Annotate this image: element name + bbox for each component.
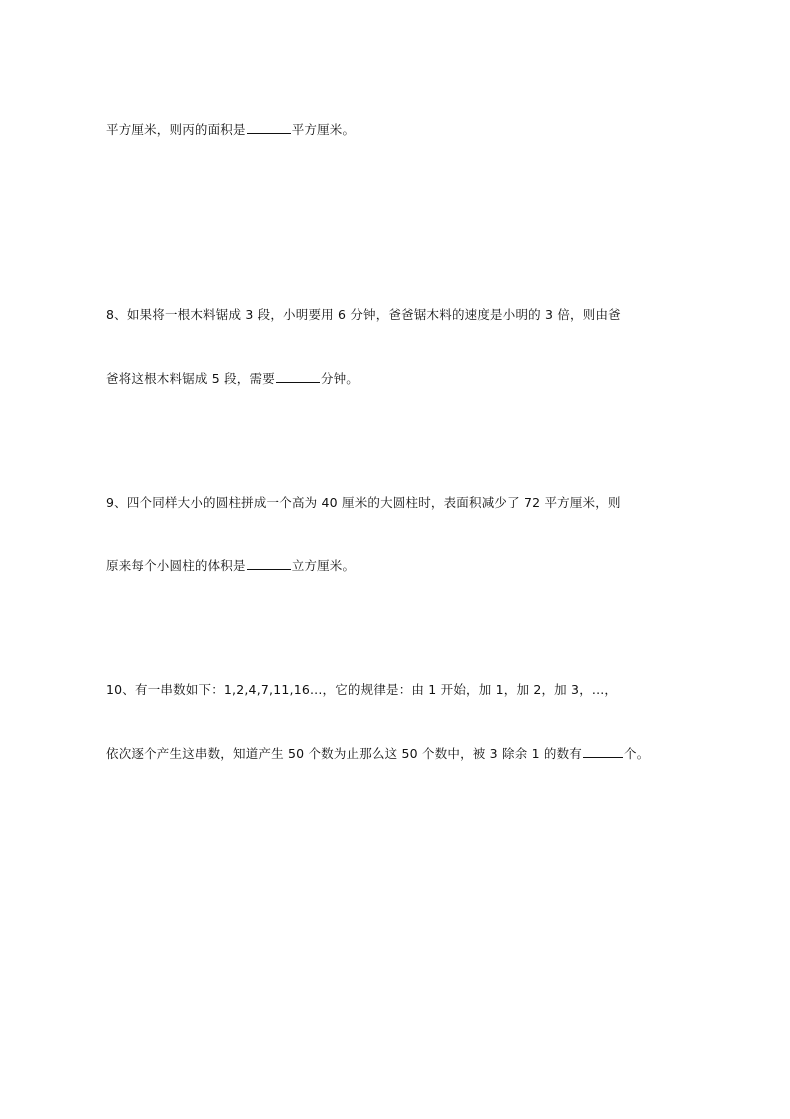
q8-text-before-blank: 爸将这根木料锯成 5 段，需要	[106, 371, 275, 386]
q7-text-after-blank: 平方厘米。	[291, 122, 356, 137]
question-9-line-1	[106, 495, 621, 511]
question-7-continuation	[106, 121, 355, 138]
question-9-line-2	[106, 557, 355, 574]
q9-line1-text: 9、四个同样大小的圆柱拼成一个高为 40 厘米的大圆柱时，表面积减少了 72 平方厘米，则	[106, 495, 621, 510]
question-10-line-1	[106, 682, 617, 698]
q9-text-after-blank: 立方厘米。	[291, 558, 356, 573]
question-8-line-1	[106, 307, 621, 323]
q9-answer-blank	[247, 557, 291, 570]
q8-answer-blank	[276, 370, 320, 383]
q7-text-before-blank: 平方厘米，则丙的面积是	[106, 122, 246, 137]
question-8-line-2	[106, 370, 359, 387]
q8-text-after-blank: 分钟。	[320, 371, 360, 386]
q9-text-before-blank: 原来每个小圆柱的体积是	[106, 558, 246, 573]
q10-line1-text: 10、有一串数如下：1,2,4,7,11,16...，它的规律是：由 1 开始，加 1，加 2，加 3，...，	[106, 682, 618, 697]
q10-text-after-blank: 个。	[624, 746, 650, 761]
q7-answer-blank	[247, 121, 291, 134]
q8-line1-text: 8、如果将一根木料锯成 3 段，小明要用 6 分钟，爸爸锯木料的速度是小明的 3 倍，则由爸	[106, 307, 621, 322]
q10-answer-blank	[583, 745, 623, 758]
question-10-line-2	[106, 745, 649, 762]
q10-text-before-blank: 依次逐个产生这串数，知道产生 50 个数为止那么这 50 个数中，被 3 除余 1 的数有	[106, 746, 583, 761]
